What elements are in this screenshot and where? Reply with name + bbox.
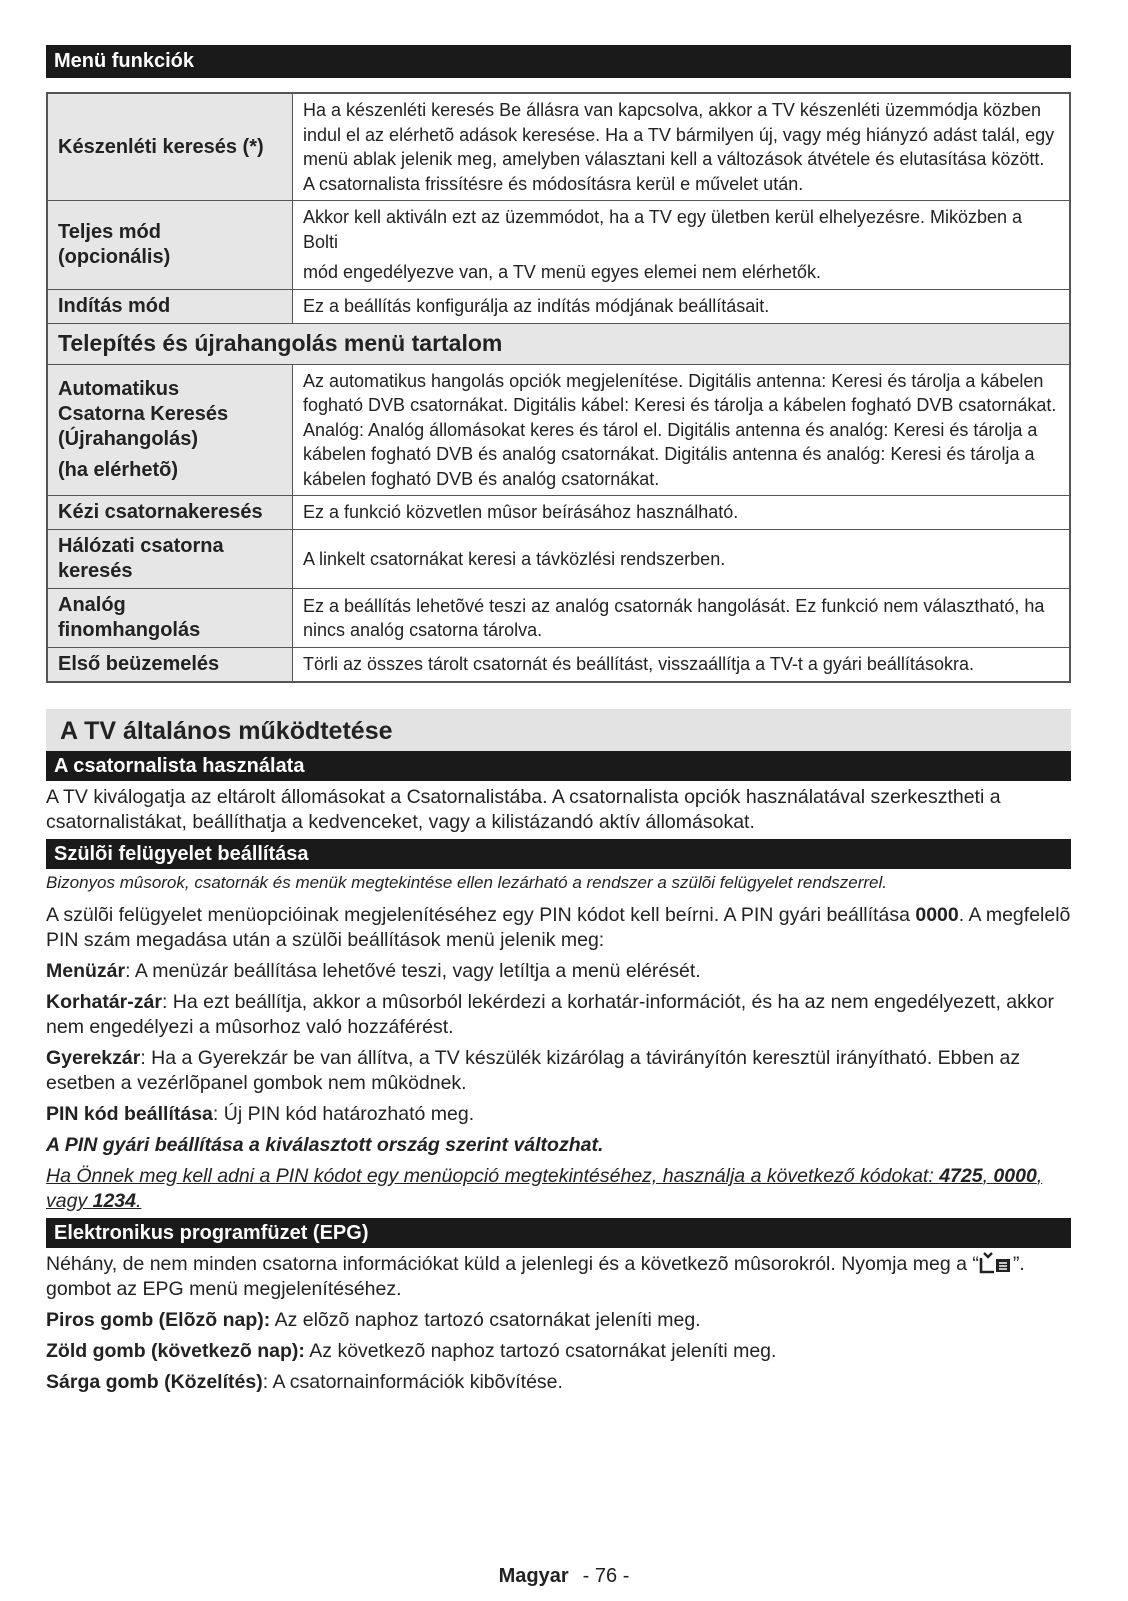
child-lock-label: Gyerekzár [46,1047,141,1069]
page-footer [0,1565,1128,1588]
standby-search-label: Készenléti keresés (*) [47,93,293,201]
yellow-button-paragraph [46,1370,1071,1395]
auto-search-text: Az automatikus hangolás opciók megjelenítése. Digitális antenna: Keresi és tárolja a kábelen fogható DVB csatornákat. Digitális kábel: Keresi és tárolja a kábelen fogható DVB csatornákat. Analóg: Analóg állomásokat keres és tárol el. Digitális antenna és analóg: Keresi és tárolja a kábelen fogható DVB és analóg csatornákat. Digitális antenna és analóg: Keresi és tárolja a kábelen fogható DVB és analóg csatornákat. [293,364,1071,496]
install-section-header: Telepítés és újrahangolás menü tartalom [47,323,1070,364]
start-mode-label: Indítás mód [47,289,293,323]
yellow-button-text: : A csatornainformációk kibõvítése. [262,1371,563,1393]
age-lock-paragraph [46,990,1071,1040]
full-mode-label [47,201,293,290]
red-button-label: Piros gomb (Elõzõ nap): [46,1309,271,1331]
green-button-paragraph [46,1339,1071,1364]
table-row [47,201,1070,290]
first-install-label: Első beüzemelés [47,648,293,683]
pin-set-paragraph [46,1102,1071,1127]
pin-code-sep-2: , vagy [46,1165,1043,1212]
general-operation-title: A TV általános működtetése [46,709,1071,751]
table-row [47,648,1070,683]
network-search-label [47,530,293,589]
network-search-label-line2: keresés [58,560,133,582]
parental-pin-text2: . A megfelelõ PIN szám megadása után a szülõi beállítások menü jelenik meg: [46,904,1071,951]
analog-finetune-text: Ez a beállítás lehetõvé teszi az analóg csatornák hangolását. Ez funkció nem választható, ha nincs analóg csatorna tárolva. [293,589,1071,648]
red-button-paragraph [46,1308,1071,1333]
manual-search-label: Kézi csatornakeresés [47,496,293,530]
auto-search-label [47,364,293,496]
pin-code-1: 4725 [939,1165,983,1187]
parental-intro: Bizonyos mûsorok, csatornák és menük megtekintése ellen lezárható a rendszer a szülõi felügyelet rendszerrel. [46,873,887,892]
network-search-text: A linkelt csatornákat keresi a távközlési rendszerben. [293,530,1071,589]
parental-pin-value: 0000 [915,904,959,926]
menu-lock-paragraph [46,959,1071,984]
full-mode-label-line1: Teljes mód [58,220,161,243]
table-row [47,364,1070,496]
table-row [47,289,1070,323]
parental-pin-paragraph [46,903,1071,953]
page [46,45,1071,1395]
menu-functions-header: Menü funkciók [46,45,1071,78]
analog-finetune-label-line2: finomhangolás [58,619,201,641]
table-row [47,496,1070,530]
yellow-button-label: Sárga gomb (Közelítés) [46,1371,263,1393]
child-lock-paragraph [46,1046,1071,1096]
page-number: - 76 - [582,1565,630,1587]
auto-search-label-line4: (ha elérhetõ) [58,458,179,481]
red-button-text: Az elõzõ naphoz tartozó csatornákat jeleníti meg. [270,1309,701,1331]
epg-intro-paragraph [46,1252,1071,1302]
full-mode-text-part2: mód engedélyezve van, a TV menü egyes elemei nem elérhetők. [303,262,821,282]
age-lock-text: : Ha ezt beállítja, akkor a mûsorból lekérdezi a korhatár-információt, és ha az nem engedélyezett, akkor nem engedélyezi a mûsorhoz való hozzáférést. [46,991,1054,1038]
analog-finetune-label [47,589,293,648]
epg-intro-text1: Néhány, de nem minden csatorna információkat küld a jelenlegi és a következõ mûsorokról. Nyomja meg a “ [46,1253,979,1275]
standby-search-text: Ha a készenléti keresés Be állásra van kapcsolva, akkor a TV készenléti üzemmódja közben indul el az elérhetõ adások keresése. Ha a TV bármilyen új, vagy még hiányzó adást talál, egy menü ablak jelenik meg, amelyben választani kell a változások átvétele és elutasítása között. A csatornalista frissítésre és módosításra kerül e művelet után. [293,93,1071,201]
green-button-label: Zöld gomb (következõ nap): [46,1340,305,1362]
auto-search-label-line2: Csatorna Keresés [58,402,229,425]
pin-code-2: 0000 [993,1165,1037,1187]
pin-set-label: PIN kód beállítása [46,1103,213,1125]
menu-table [46,92,1071,683]
manual-search-text: Ez a funkció közvetlen mûsor beírásához használható. [293,496,1071,530]
menu-lock-text: : A menüzár beállítása lehetővé teszi, vagy letíltja a menü elérését. [125,960,701,982]
pin-codes-text: Ha Önnek meg kell adni a PIN kódot egy menüopció megtekintéséhez, használja a következő kódokat: [46,1165,940,1187]
table-row [47,589,1070,648]
epg-guide-icon [979,1253,1013,1275]
parental-pin-text: A szülõi felügyelet menüopcióinak megjelenítéséhez egy PIN kódot kell beírni. A PIN gyári beállítása [46,904,916,926]
menu-lock-label: Menüzár [46,960,126,982]
epg-intro-text2: ”. gombot az EPG menü megjelenítéséhez. [46,1253,1025,1300]
pin-set-text: : Új PIN kód határozható meg. [212,1103,475,1125]
channel-list-text: A TV kiválogatja az eltárolt állomásokat a Csatornalistába. A csatornalista opciók használatával szerkesztheti a csatornalistákat, beállíthatja a kedvenceket, vagy a kilistázandó aktív állomásokat. [46,786,1001,833]
analog-finetune-label-line1: Analóg [58,594,126,616]
full-mode-text [293,201,1071,290]
table-row [47,323,1070,364]
first-install-text: Törli az összes tárolt csatornát és beállítást, visszaállítja a TV-t a gyári beállításokra. [293,648,1071,683]
full-mode-text-part1: Akkor kell aktiváln ezt az üzemmódot, ha a TV egy ületben kerül elhelyezésre. Miközben a Bolti [303,207,1023,252]
full-mode-label-line2: (opcionális) [58,245,171,268]
epg-header: Elektronikus programfüzet (EPG) [46,1218,1071,1248]
footer-language: Magyar [498,1565,569,1587]
pin-country-note: A PIN gyári beállítása a kiválasztott ország szerint változhat. [46,1134,604,1156]
pin-codes-paragraph [46,1164,1071,1214]
pin-code-3: 1234 [92,1190,136,1212]
channel-list-header: A csatornalista használata [46,751,1071,781]
pin-code-sep-1: , [982,1165,994,1187]
pin-code-end: . [136,1190,142,1212]
table-row [47,530,1070,589]
table-row [47,93,1070,201]
auto-search-label-line1: Automatikus [58,377,180,400]
start-mode-text: Ez a beállítás konfigurálja az indítás módjának beállításait. [293,289,1071,323]
network-search-label-line1: Hálózati csatorna [58,535,224,557]
green-button-text: Az következõ naphoz tartozó csatornákat jeleníti meg. [304,1340,777,1362]
parental-header: Szülõi felügyelet beállítása [46,839,1071,869]
auto-search-label-line3: (Újrahangolás) [58,427,199,450]
age-lock-label: Korhatár-zár [46,991,162,1013]
child-lock-text: : Ha a Gyerekzár be van állítva, a TV készülék kizárólag a távirányítón keresztül irányítható. Ebben az esetben a vezérlõpanel gombok nem mûködnek. [46,1047,1021,1094]
